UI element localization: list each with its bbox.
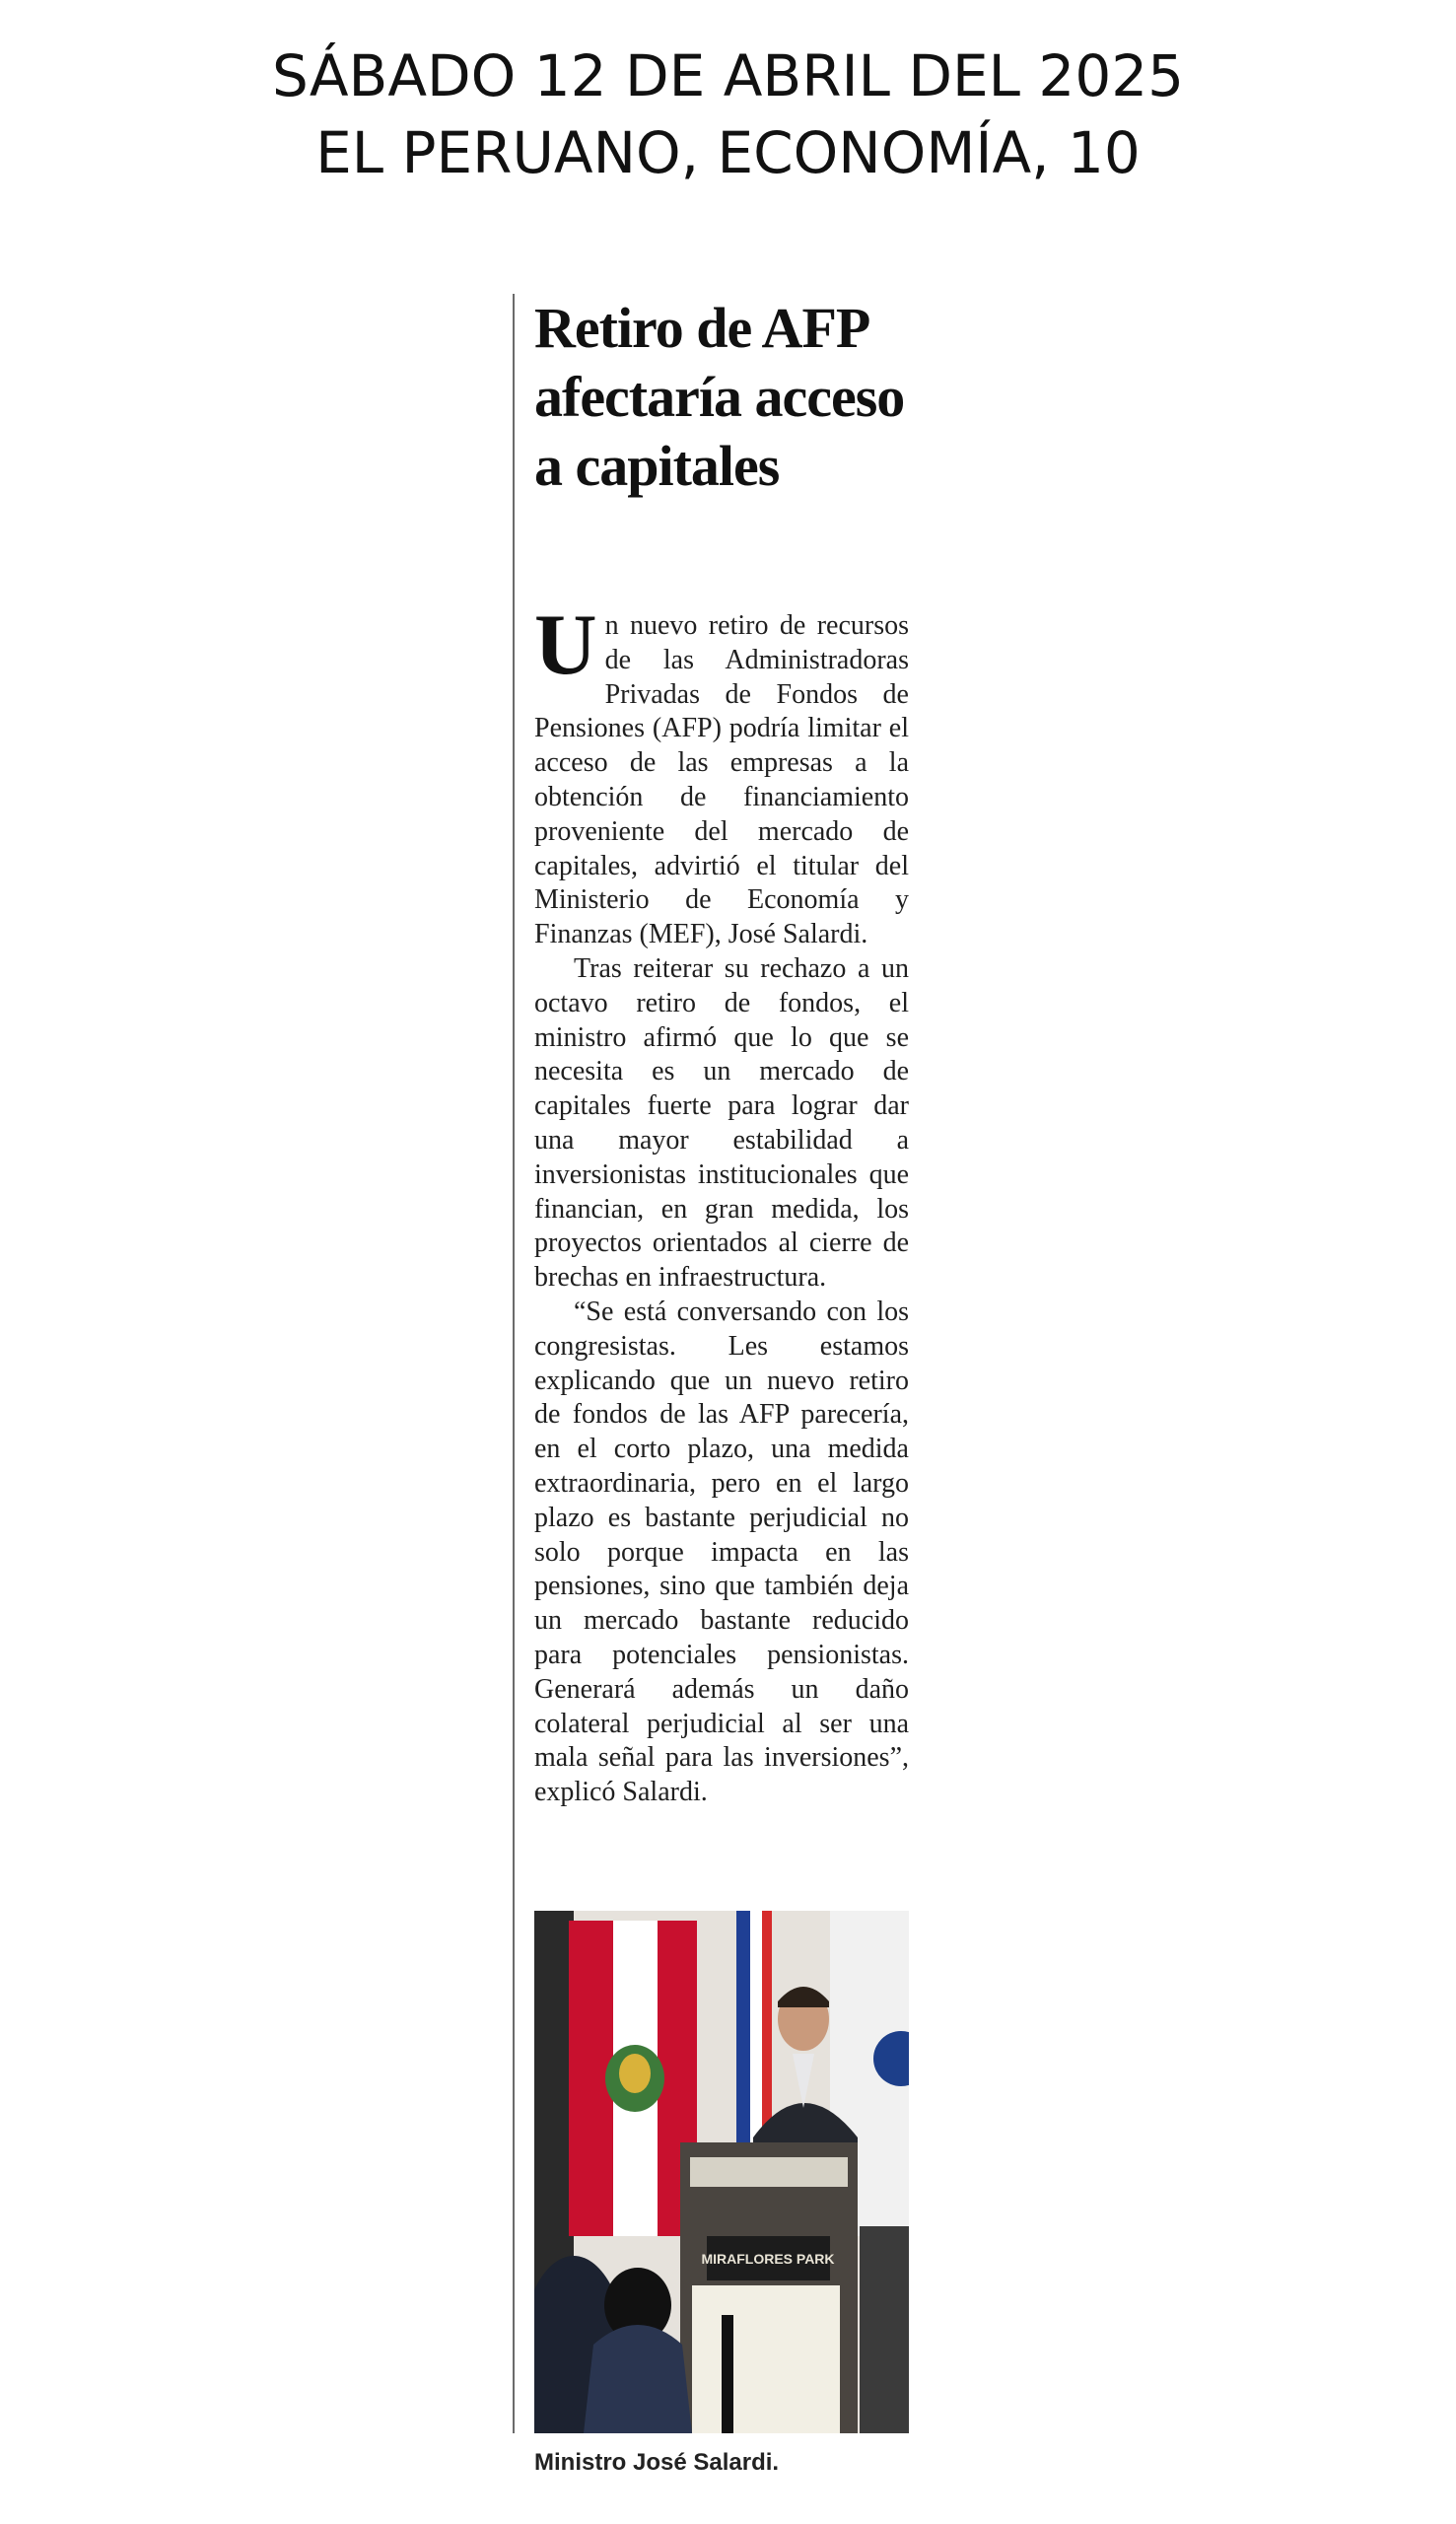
- drop-cap: U: [534, 597, 597, 693]
- header-section: EL PERUANO, ECONOMÍA, 10: [315, 119, 1141, 186]
- article-paragraph: [534, 597, 909, 952]
- paragraph-text: n nuevo retiro de recursos de las Administradoras Privadas de Fondos de Pensiones (AFP) podría limitar el acceso de las empresas a la obtención de financiamiento proveniente del mercado de capitales, advirtió el titular del Ministerio de Economía y Finanzas (MEF), José Salardi.: [534, 610, 909, 950]
- news-article: [513, 294, 909, 2476]
- podium-text: MIRAFLORES PARK: [701, 2251, 835, 2267]
- article-paragraph: “Se está conversando con los congresistas. Les estamos explicando que un nuevo retiro de fondos de las AFP parecería, en el corto plazo, una medida extraordinaria, pero en el largo plazo es bastante perjudicial no solo porque impacta en las pensiones, sino que también deja un mercado bastante reducido para potenciales pensionistas. Generará además un daño colateral perjudicial al ser una mala señal para las inversiones”, explicó Salardi.: [534, 1296, 909, 1808]
- article-column: [534, 294, 909, 2476]
- article-photo: [534, 1911, 909, 2433]
- article-body: [534, 597, 909, 1810]
- column-rule: [513, 294, 515, 2433]
- photo-caption: Ministro José Salardi.: [534, 2449, 780, 2476]
- header-date: SÁBADO 12 DE ABRIL DEL 2025: [271, 42, 1185, 109]
- article-headline: Retiro de AFP afectaría acceso a capitales: [534, 296, 905, 498]
- page-header: [0, 37, 1456, 191]
- photo-illustration: [534, 1911, 909, 2433]
- article-paragraph: Tras reiterar su rechazo a un octavo retiro de fondos, el ministro afirmó que lo que se necesita es un mercado de capitales fuerte para lograr dar una mayor estabilidad a inversionistas institucionales que financian, en gran medida, los proyectos orientados al cierre de brechas en infraestructura.: [534, 952, 909, 1294]
